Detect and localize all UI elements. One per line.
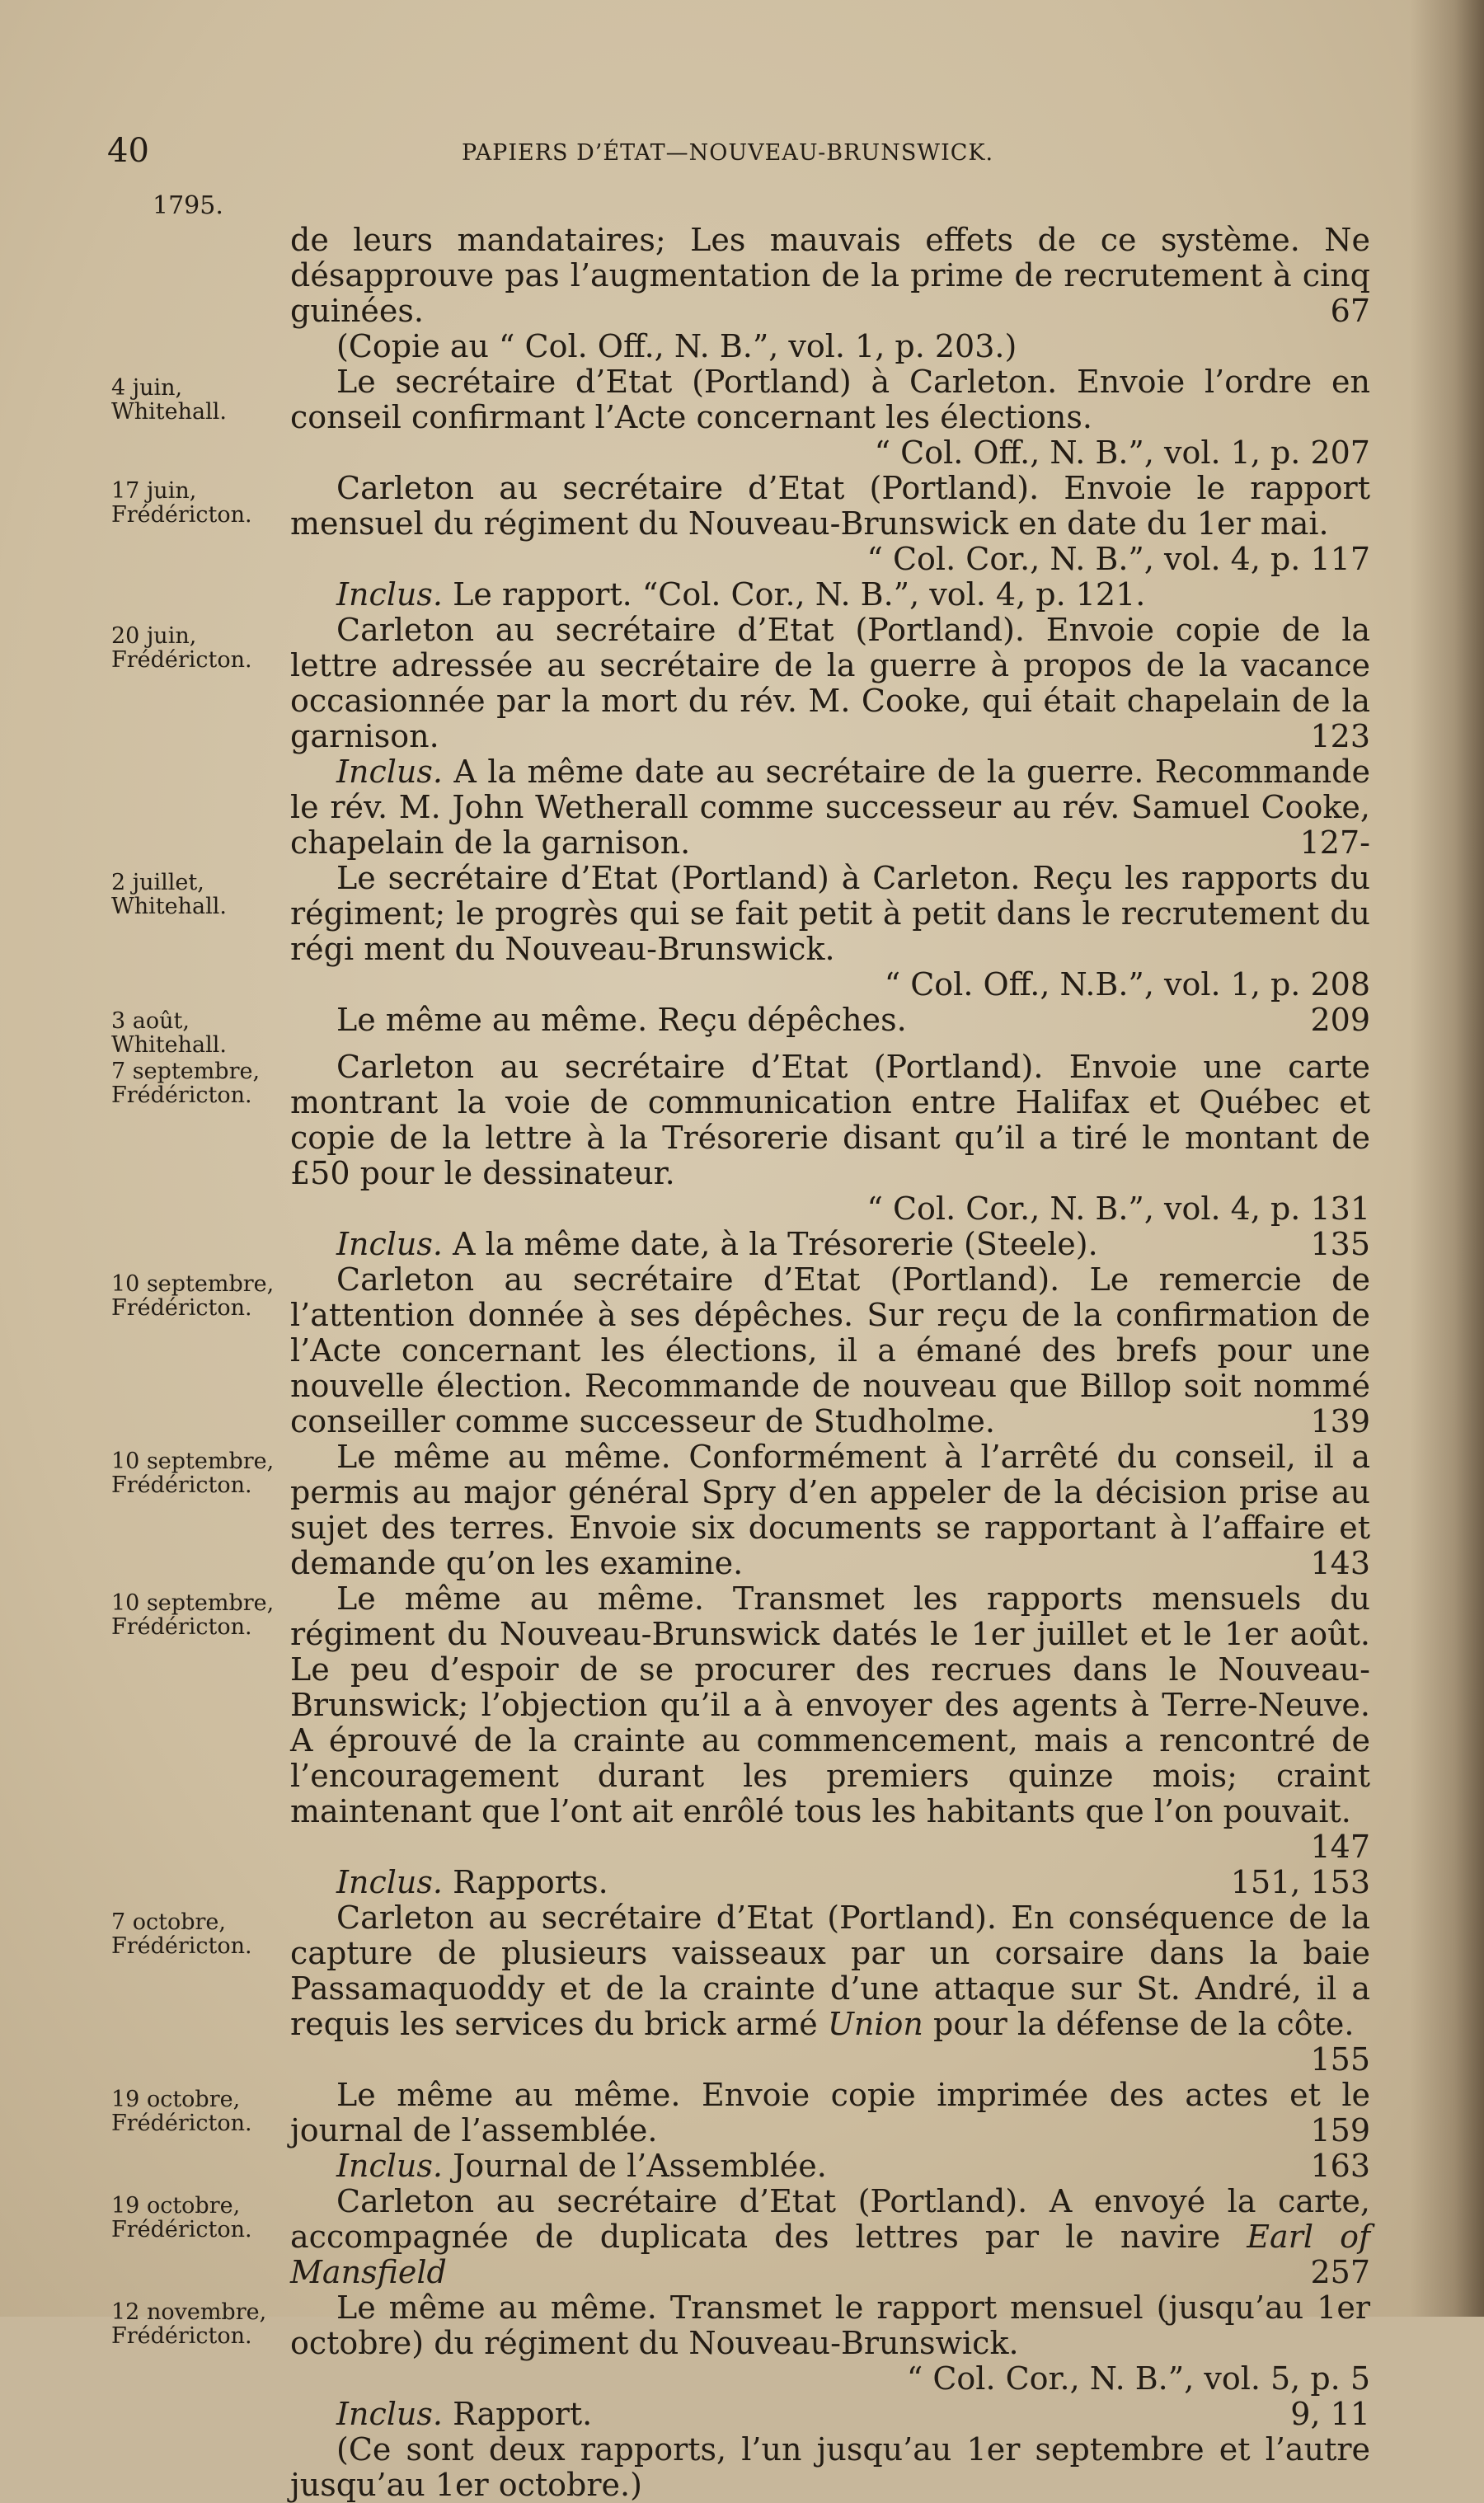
entry-text xyxy=(290,1003,1370,1038)
inclus-text: Journal de l’Assemblée. xyxy=(453,2148,827,2184)
inclus-text: Rapports. xyxy=(453,1864,608,1900)
entry-body: Le secrétaire d’Etat (Portland) à Carleton. Envoie l’ordre en conseil confirmant l’Acte concernant les élections. xyxy=(290,364,1370,435)
entry-page: 147 xyxy=(1310,1829,1370,1865)
entry-date-place: 3 août, Whitehall. xyxy=(111,1008,227,1058)
year-label: 1795. xyxy=(153,191,223,220)
ship-name: Earl of Mansfield xyxy=(290,2219,1371,2290)
entry-page: 123 xyxy=(1310,718,1370,754)
entry-body: Le même au même. Envoie copie imprimée des actes et le journal de l’assemblée. xyxy=(290,2077,1370,2148)
inclus-label: Inclus. xyxy=(336,2148,443,2184)
entry-text xyxy=(290,1262,1370,1439)
entry-body: Le même au même. Conformément à l’arrêté du conseil, il a permis au major général Spry d’en appeler de la décision prise au sujet des terres. Envoie six documents se rapportant à l’affaire et demande qu’on les examine. xyxy=(290,1439,1370,1581)
entry-body: Carleton au secrétaire d’Etat (Portland). Envoie le rapport mensuel du régiment du Nouveau-Brunswick en date du 1er mai. xyxy=(290,470,1370,542)
entry-page: 155 xyxy=(1310,2041,1370,2078)
page-header xyxy=(99,132,1352,173)
entry-text xyxy=(290,1581,1370,1865)
entry-reference: “ Col. Off., N. B.”, vol. 1, p. 207 xyxy=(874,434,1370,471)
entry xyxy=(0,613,1484,861)
entry-text xyxy=(290,364,1370,471)
entry xyxy=(0,1900,1484,2078)
entry-enclosure xyxy=(290,754,1370,861)
inclus-page: 9, 11 xyxy=(1290,2396,1370,2432)
inclus-label: Inclus. xyxy=(336,1226,443,1262)
entry-page: 209 xyxy=(1310,1002,1370,1038)
entry-enclosure xyxy=(290,2397,1370,2432)
entry xyxy=(0,2290,1484,2503)
running-title: PAPIERS D’ÉTAT—NOUVEAU-BRUNSWICK. xyxy=(462,140,994,166)
entry-reference: “ Col. Cor., N. B.”, vol. 5, p. 5 xyxy=(906,2360,1370,2397)
entry-text xyxy=(290,2290,1370,2397)
entry-body: Le même au même. Reçu dépêches. xyxy=(336,1002,907,1038)
entry-enclosure xyxy=(290,1227,1370,1262)
entry-enclosure xyxy=(290,1865,1370,1900)
entry-reference: (Copie au “ Col. Off., N. B.”, vol. 1, p. 203.) xyxy=(336,328,1017,364)
entry-body: Carleton au secrétaire d’Etat (Portland). En conséquence de la capture de plusieurs vaisseaux par un corsaire dans la baie Passamaquoddy et de la crainte d’une attaque sur St. André, il a requis les services du brick armé xyxy=(290,1900,1370,2042)
entry-text xyxy=(290,861,1370,1003)
entry xyxy=(0,861,1484,1003)
entry xyxy=(0,1262,1484,1439)
entry-date-place: 17 juin, Frédéricton. xyxy=(111,478,252,528)
entry-date-place: 7 septembre, Frédéricton. xyxy=(111,1059,261,1108)
entry-body-cont: pour la défense de la côte. xyxy=(933,2006,1355,2042)
entry-body: Carleton au secrétaire d’Etat (Portland). A envoyé la carte, accompagnée de duplicata des lettres par le navire xyxy=(290,2183,1370,2255)
entry-date-place: 7 octobre, Frédéricton. xyxy=(111,1909,252,1959)
entry-body: Le même au même. Transmet les rapports mensuels du régiment du Nouveau-Brunswick datés le 1er juillet et le 1er août. Le peu d’espoir de se procurer des recrues dans le Nouveau-Brunswick; l’objection qu’il a à envoyer des agents à Terre-Neuve. A éprouvé de la crainte au commencement, mais a rencontré de l’encouragement durant les premiers quinze mois; craint maintenant que l’ont ait enrôlé tous les habitants que l’on pouvait. xyxy=(290,1580,1370,1829)
inclus-label: Inclus. xyxy=(336,1864,443,1900)
inclus-label: Inclus. xyxy=(336,2396,443,2432)
entry-date-place: 19 octobre, Frédéricton. xyxy=(111,2087,252,2136)
entry-page: 67 xyxy=(1330,293,1370,329)
entry-page: 143 xyxy=(1310,1545,1370,1581)
entry-date-place: 10 septembre, Frédéricton. xyxy=(111,1449,275,1498)
entry-reference: “ Col. Off., N.B.”, vol. 1, p. 208 xyxy=(884,966,1370,1003)
entry xyxy=(0,2078,1484,2184)
entry-text xyxy=(290,2078,1370,2148)
entry-text xyxy=(290,1439,1370,1581)
inclus-label: Inclus. xyxy=(336,754,443,790)
entry-body: Carleton au secrétaire d’Etat (Portland). Envoie une carte montrant la voie de communication entre Halifax et Québec et copie de la lettre à la Trésorerie disant qu’il a tiré le montant de £50 pour le dessinateur. xyxy=(290,1049,1370,1191)
entry-date-place: 2 juillet, Whitehall. xyxy=(111,870,227,919)
entry xyxy=(0,1439,1484,1581)
entry-text xyxy=(290,2184,1370,2290)
calendar-entries xyxy=(0,222,1484,2503)
entry-date-place: 4 juin, Whitehall. xyxy=(111,375,227,425)
entry-date-place: 12 novembre, Frédéricton. xyxy=(111,2299,267,2349)
entry xyxy=(0,1581,1484,1900)
entry-body: Carleton au secrétaire d’Etat (Portland). Envoie copie de la lettre adressée au secrétaire de la guerre à propos de la vacance occasionnée par la mort du rév. M. Cooke, qui était chapelain de la garnison. xyxy=(290,612,1370,754)
entry-body: Carleton au secrétaire d’Etat (Portland). Le remercie de l’attention donnée à ses dépêches. Sur reçu de la confirmation de l’Acte concernant les élections, il a émané des brefs pour une nouvelle élection. Recommande de nouveau que Billop soit nommé conseiller comme successeur de Studholme. xyxy=(290,1261,1370,1439)
inclus-page: 135 xyxy=(1310,1226,1370,1262)
entry-enclosure xyxy=(290,2148,1370,2184)
page-number: 40 xyxy=(107,132,149,170)
entry-text xyxy=(290,613,1370,754)
inclus-page: 151, 153 xyxy=(1230,1864,1370,1900)
entry-text xyxy=(290,1050,1370,1227)
entry xyxy=(0,471,1484,613)
entry-body: Le même au même. Transmet le rapport mensuel (jusqu’au 1er octobre) du régiment du Nouveau-Brunswick. xyxy=(290,2289,1370,2361)
ship-name: Union xyxy=(827,2006,923,2042)
entry-body: Le secrétaire d’Etat (Portland) à Carleton. Reçu les rapports du régiment; le progrès qui se fait petit à petit dans le recrutement du régi ment du Nouveau-Brunswick. xyxy=(290,860,1370,967)
entry-reference: “ Col. Cor., N. B.”, vol. 4, p. 131 xyxy=(866,1190,1370,1227)
inclus-page: 127- xyxy=(1299,824,1370,861)
entry xyxy=(0,223,1484,364)
inclus-page: 163 xyxy=(1310,2148,1370,2184)
inclus-text: A la même date au secrétaire de la guerre. Recommande le rév. M. John Wetherall comme successeur au rév. Samuel Cooke, chapelain de la garnison. xyxy=(290,754,1370,861)
entry xyxy=(0,2184,1484,2290)
entry-date-place: 19 octobre, Frédéricton. xyxy=(111,2193,252,2242)
entry-date-place: 10 septembre, Frédéricton. xyxy=(111,1590,275,1640)
entry xyxy=(0,1002,1484,1058)
entry-page: 139 xyxy=(1310,1403,1370,1439)
entry-page: 257 xyxy=(1310,2254,1370,2290)
entry-date-place: 20 juin, Frédéricton. xyxy=(111,623,252,673)
inclus-label: Inclus. xyxy=(336,576,443,613)
inclus-text: A la même date, à la Trésorerie (Steele). xyxy=(453,1226,1098,1262)
inclus-text: Rapport. xyxy=(453,2396,593,2432)
entry xyxy=(0,364,1484,471)
entry-note: (Ce sont deux rapports, l’un jusqu’au 1er septembre et l’autre jusqu’au 1er octobre.) xyxy=(290,2431,1370,2503)
entry-text xyxy=(290,1900,1370,2078)
entry-body: de leurs mandataires; Les mauvais effets de ce système. Ne désapprouve pas l’augmentation de la prime de recrutement à cinq guinées. xyxy=(290,222,1370,329)
entry xyxy=(0,1050,1484,1262)
entry-text xyxy=(290,471,1370,577)
entry-reference: “ Col. Cor., N. B.”, vol. 4, p. 117 xyxy=(866,541,1370,577)
entry-page: 159 xyxy=(1310,2112,1370,2148)
entry-enclosure xyxy=(290,577,1370,613)
entry-date-place: 10 septembre, Frédéricton. xyxy=(111,1271,275,1321)
entry-text xyxy=(290,223,1370,364)
inclus-text: Le rapport. “Col. Cor., N. B.”, vol. 4, p. 121. xyxy=(453,576,1146,613)
